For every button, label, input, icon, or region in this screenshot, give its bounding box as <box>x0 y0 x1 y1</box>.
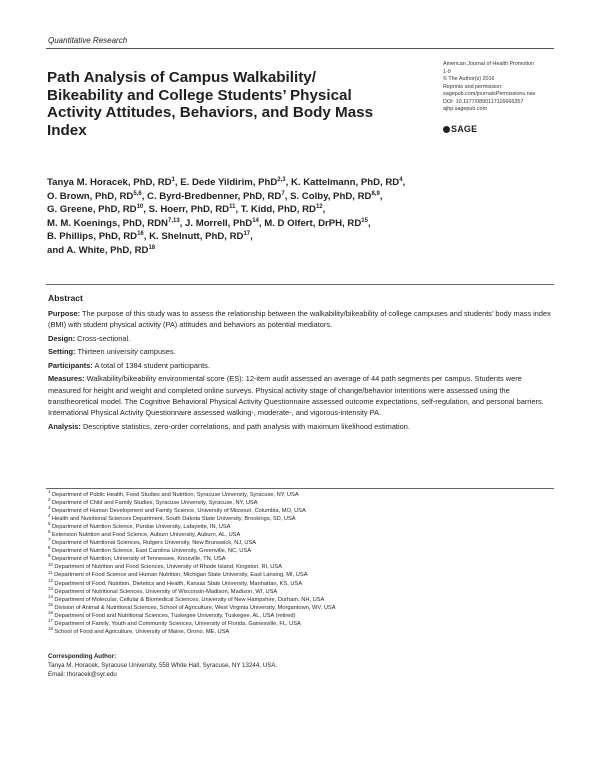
abstract-section-text: Walkability/bikeability environmental score (ES): 12-item audit assessed an average of 44 path segments per campus. Students were measured for height and weight and completed online surveys. Physical activity stage of change/behavior intentions were assessed using the transtheoretical model. The Cognitive Behavioral Physical Activity Questionnaire assessed outcome expectations, self-regulation, and personal barriers. International Physical Activity Questionnaire assessed walking-, moderate-, and vigorous-intensity PA. <box>48 374 544 418</box>
author-affiliation-index: 15 <box>361 217 368 224</box>
affiliation-text: School of Food and Agriculture, University of Maine, Orono, ME, USA <box>54 628 230 635</box>
author-name: S. Colby, PhD, RD <box>290 190 372 202</box>
affiliation-text: Department of Nutrition Science, Purdue University, Lafayette, IN, USA <box>51 524 231 531</box>
abstract-section-label: Setting: <box>48 347 76 357</box>
journal-url[interactable]: ajhp.sagepub.com <box>443 106 488 112</box>
corresponding-author <box>48 652 448 680</box>
publisher-logo <box>443 124 477 134</box>
author-name: S. Hoerr, PhD, RD <box>148 204 230 215</box>
author-affiliation-index: 1 <box>171 176 175 183</box>
author-separator: , <box>322 204 326 215</box>
journal-info <box>443 61 563 114</box>
abstract-section-label: Purpose: <box>48 309 81 318</box>
author-affiliation-index: 8,9 <box>371 190 380 197</box>
affiliation-item <box>48 593 554 604</box>
permissions-link[interactable]: sagepub.com/journalsPermissions.nav <box>443 91 536 97</box>
reprints-label: Reprints and permission: <box>443 83 503 90</box>
affiliation-item <box>48 539 554 547</box>
section-label: Quantitative Research <box>48 36 128 45</box>
author-affiliation-index: 7,13 <box>168 217 180 224</box>
affiliation-number: 15 <box>48 601 53 607</box>
abstract-section-text: A total of 1384 student participants. <box>94 360 210 370</box>
affiliation-text: Department of Food and Nutritional Sciences, Tuskegee University, Tuskegee, AL, USA (retired) <box>54 612 296 619</box>
abstract-section <box>48 360 554 371</box>
author-name: and A. White, PhD, RD <box>47 244 149 256</box>
affiliation-item <box>48 625 554 636</box>
author-separator: , <box>174 177 181 188</box>
author-separator: , <box>379 190 383 202</box>
author-affiliation-index: 11 <box>229 203 236 210</box>
affiliation-number: 5 <box>48 521 51 527</box>
affiliation-text: Department of Family, Youth and Community Sciences, University of Florida, Gainesville, FL, USA <box>54 620 301 627</box>
affiliation-number: 16 <box>48 609 53 615</box>
affiliation-item <box>48 547 554 555</box>
author-separator: , <box>284 190 291 202</box>
abstract-section-text: The purpose of this study was to assess the relationship between the walkability/bikeability of college campuses and students’ body mass index (BMI) with student physical activity (PA) attitudes and behaviors as potential mediators. <box>48 309 551 330</box>
affiliation-item <box>48 507 554 515</box>
author-separator: , <box>235 204 241 215</box>
affiliation-text: Department of Nutritional Sciences, Rutgers University, New Brunswick, NJ, USA <box>51 540 257 547</box>
affiliation-text: Department of Child and Family Studies, Syracuse University, Syracuse, NY, USA <box>51 500 258 507</box>
affiliation-item <box>48 491 554 499</box>
affiliation-number: 11 <box>48 569 53 575</box>
abstract-section-text: Thirteen university campuses. <box>77 347 176 357</box>
author-affiliation-index: 16 <box>137 230 144 237</box>
affiliation-text: Department of Food, Nutrition, Dietetics and Health, Kansas State University, Manhattan, KS, USA <box>54 580 303 587</box>
affiliation-item <box>48 609 554 620</box>
author-name: K. Kattelmann, PhD, RD <box>290 177 400 188</box>
affiliation-text: Department of Public Health, Food Studies and Nutrition, Syracuse University, Syracuse, NY, USA <box>51 492 299 498</box>
affiliation-number: 1 <box>48 489 51 495</box>
author-affiliation-index: 17 <box>243 230 251 237</box>
abstract-section-text: Descriptive statistics, zero-order correlations, and path analysis with maximum likelihood estimation. <box>82 421 410 431</box>
affiliation-text: Division of Animal & Nutritional Sciences, School of Agriculture, West Virginia University, Morgantown, WV, USA <box>54 604 336 611</box>
author-name: Tanya M. Horacek, PhD, RD <box>47 177 172 188</box>
abstract-heading: Abstract <box>48 293 83 303</box>
author-affiliation-index: 18 <box>148 244 156 251</box>
affiliation-number: 17 <box>48 617 53 623</box>
affiliation-item <box>48 585 554 596</box>
affiliation-number: 2 <box>48 497 51 503</box>
author-separator: , <box>402 177 406 188</box>
affiliation-item <box>48 617 554 628</box>
author-affiliation-index: 14 <box>252 217 259 224</box>
author-name: J. Morrell, PhD <box>185 217 253 229</box>
affiliation-item <box>48 601 554 612</box>
affiliation-number: 6 <box>48 529 51 535</box>
journal-name: American Journal of Health Promotion <box>443 61 535 67</box>
author-name: M. M. Koenings, PhD, RDN <box>47 217 168 229</box>
affiliation-text: Health and Nutritional Sciences Department, South Dakota State University, Brookings, SD, USA <box>51 516 296 523</box>
affiliation-text: Department of Human Development and Family Science, University of Missouri, Columbia, MO, USA <box>51 508 306 515</box>
author-separator: , <box>250 231 253 242</box>
author-separator: , <box>141 190 148 202</box>
author-separator: , <box>258 217 265 229</box>
page-range: 1-9 <box>443 68 451 75</box>
author-affiliation-index: 5,6 <box>133 190 142 197</box>
affiliation-item <box>48 555 554 563</box>
abstract-section-label: Design: <box>48 333 76 343</box>
affiliation-number: 3 <box>48 505 51 511</box>
author-name: K. Shelnutt, PhD, RD <box>149 231 244 242</box>
affiliation-text: Department of Nutrition Science, East Carolina University, Greenville, NC, USA <box>51 548 251 555</box>
affiliation-item <box>48 571 554 579</box>
author-separator: , <box>143 204 149 215</box>
abstract-divider <box>46 284 554 285</box>
affiliation-text: Department of Nutritional Sciences, University of Wisconsin-Madison, Madison, WI, USA <box>54 588 278 595</box>
abstract-section <box>48 333 554 344</box>
author-list <box>47 176 517 257</box>
affiliation-number: 9 <box>48 553 51 559</box>
sage-logo-icon <box>443 126 450 133</box>
abstract-section <box>48 373 554 418</box>
affiliation-item <box>48 577 554 588</box>
affiliation-number: 13 <box>48 585 53 591</box>
affiliation-item <box>48 515 554 523</box>
author-name: G. Greene, PhD, RD <box>47 204 137 215</box>
author-affiliation-index: 12 <box>315 203 323 210</box>
corresponding-address: Tanya M. Horacek, Syracuse University, 558 White Hall, Syracuse, NY 13244, USA. <box>48 662 278 670</box>
author-name: M. D Olfert, DrPH, RD <box>264 217 362 229</box>
corresponding-email[interactable]: Email: thoracek@syr.edu <box>48 671 117 679</box>
article-title: Path Analysis of Campus Walkability/ Bikeability and College Students’ Physical Activity Attitudes, Behaviors, and Body Mass Index <box>47 69 374 139</box>
affiliation-number: 10 <box>48 561 53 567</box>
affiliation-number: 8 <box>48 545 51 551</box>
abstract-body <box>48 308 554 434</box>
affiliation-item <box>48 499 554 507</box>
affiliation-text: Department of Molecular, Cellular & Biomedical Sciences, University of New Hampshire, Durham, NH, USA <box>54 596 325 603</box>
affiliation-item <box>48 531 554 539</box>
affiliations-divider <box>46 488 554 489</box>
author-separator: , <box>367 217 371 229</box>
abstract-section-label: Measures: <box>48 374 85 384</box>
abstract-section <box>48 421 554 432</box>
abstract-section <box>48 346 554 357</box>
author-name: O. Brown, PhD, RD <box>47 190 134 202</box>
publisher-logo-text: SAGE <box>451 124 478 134</box>
abstract-section-text: Cross-sectional. <box>77 333 131 343</box>
author-separator: , <box>179 217 186 229</box>
copyright: © The Author(s) 2016 <box>443 76 495 82</box>
author-name: E. Dede Yildirim, PhD <box>180 177 278 188</box>
affiliation-text: Department of Nutrition, University of Tennessee, Knoxville, TN, USA <box>51 556 226 563</box>
affiliation-text: Extension Nutrition and Food Science, Auburn University, Auburn, AL, USA <box>51 532 241 539</box>
author-affiliation-index: 7 <box>281 190 285 197</box>
author-name: T. Kidd, PhD, RD <box>240 204 316 215</box>
author-name: B. Phillips, PhD, RD <box>47 231 138 242</box>
author-separator: , <box>143 231 150 242</box>
affiliation-number: 7 <box>48 537 51 543</box>
affiliation-text: Department of Food Science and Human Nutrition, Michigan State University, East Lansing, MI, USA <box>54 572 308 579</box>
affiliation-number: 12 <box>48 577 53 583</box>
affiliation-item <box>48 523 554 531</box>
abstract-section-label: Participants: <box>48 360 93 370</box>
affiliations <box>48 491 554 636</box>
author-affiliation-index: 2,3 <box>277 176 286 183</box>
abstract-section-label: Analysis: <box>48 421 81 431</box>
affiliation-number: 14 <box>48 593 53 599</box>
author-affiliation-index: 10 <box>136 203 144 210</box>
author-affiliation-index: 4 <box>399 176 403 183</box>
affiliation-text: Department of Nutrition and Food Sciences, University of Rhode Island, Kingston, RI, USA <box>54 564 283 571</box>
doi[interactable]: DOI: 10.1177/0890117116666357 <box>443 98 524 105</box>
affiliation-number: 18 <box>48 625 53 631</box>
affiliation-number: 4 <box>48 513 51 519</box>
corresponding-heading: Corresponding Author: <box>48 653 117 660</box>
affiliation-item <box>48 563 554 571</box>
header-divider <box>46 48 554 49</box>
abstract-section <box>48 308 554 331</box>
author-name: C. Byrd-Bredbenner, PhD, RD <box>147 190 282 202</box>
author-separator: , <box>285 177 291 188</box>
